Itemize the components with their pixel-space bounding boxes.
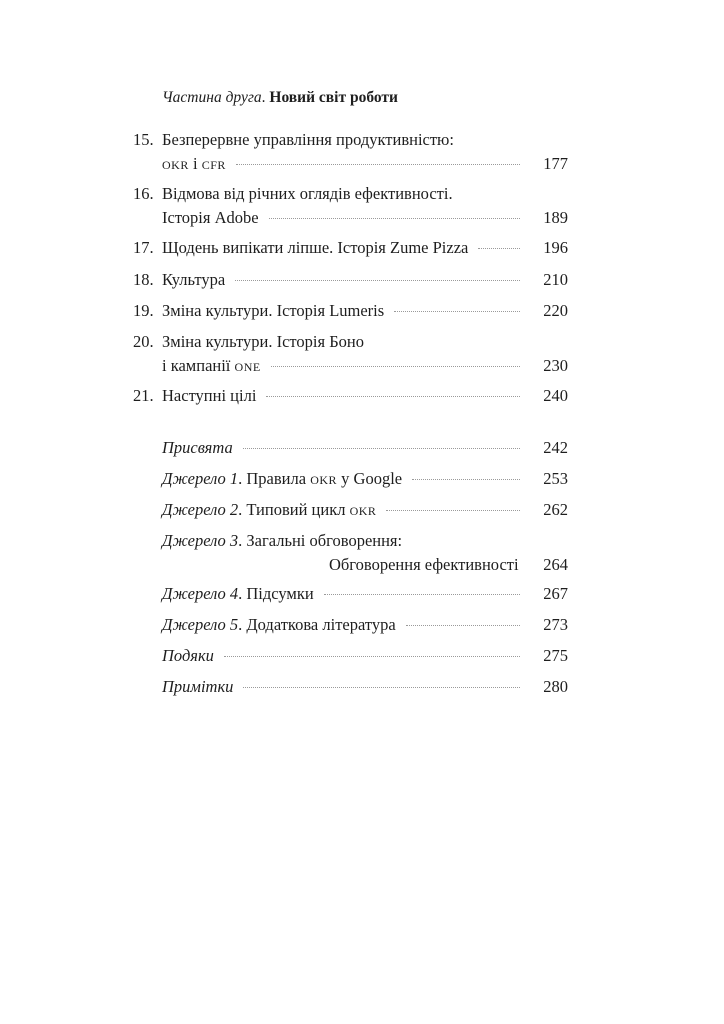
dot-leader — [394, 315, 520, 316]
dot-leader — [406, 629, 520, 630]
page-number: 253 — [543, 469, 568, 488]
page-number: 267 — [543, 584, 568, 603]
page-number: 275 — [543, 646, 568, 665]
part-heading-lead: Частина друга — [162, 89, 262, 106]
chapter-title-text: Зміна культури. Історія Lumeris — [162, 301, 385, 320]
page-number: 189 — [543, 208, 568, 227]
page-number: 273 — [543, 615, 568, 634]
dot-leader — [271, 370, 520, 371]
dot-leader — [412, 483, 520, 484]
chapter-number: 21. — [133, 386, 154, 405]
part-heading-title: Новий світ роботи — [269, 89, 398, 106]
chapter-number: 18. — [133, 270, 154, 289]
entry-title-text: Джерело 4. Підсумки — [162, 584, 314, 603]
dot-leader — [243, 452, 520, 453]
chapter-title-line1: Безперервне управління продуктивністю: — [162, 130, 454, 149]
chapter-title-line2-text: okr і cfr — [162, 154, 226, 173]
entry-title-text: Подяки — [162, 646, 214, 665]
dot-leader — [243, 691, 520, 692]
chapter-title-text: Щодень випікати ліпше. Історія Zume Pizza — [162, 238, 469, 257]
page-number: 210 — [543, 270, 568, 289]
chapter-title-line2-text: і кампанії one — [162, 356, 261, 375]
dot-leader — [236, 168, 520, 169]
entry-title-text: Джерело 2. Типовий цикл okr — [162, 500, 377, 519]
chapter-title-line1: Зміна культури. Історія Боно — [162, 332, 364, 351]
page-number: 242 — [543, 438, 568, 457]
part-heading-separator: . — [261, 89, 266, 106]
dot-leader — [324, 598, 520, 599]
dot-leader — [266, 400, 520, 401]
dot-leader — [269, 222, 520, 223]
chapter-number: 19. — [133, 301, 154, 320]
page-number: 230 — [543, 356, 568, 375]
entry-title-line1: Джерело 3. Загальні обговорення: — [162, 531, 403, 550]
page-number: 240 — [543, 386, 568, 405]
chapter-number: 15. — [133, 130, 154, 149]
chapter-number: 17. — [133, 238, 154, 257]
page-number: 220 — [543, 301, 568, 320]
page-number: 262 — [543, 500, 568, 519]
chapter-number: 20. — [133, 332, 154, 351]
chapter-title-line1: Відмова від річних оглядів ефективності. — [162, 184, 453, 203]
part-heading — [162, 89, 398, 107]
page-number: 280 — [543, 677, 568, 696]
entry-title-text: Присвята — [162, 438, 233, 457]
page-number: 196 — [543, 238, 568, 257]
entry-title-text: Джерело 5. Додаткова література — [162, 615, 396, 634]
dot-leader — [386, 514, 520, 515]
entry-title-text: Джерело 1. Правила okr у Google — [162, 469, 403, 488]
chapter-title-line2-text: Історія Adobe — [162, 208, 259, 227]
chapter-title-text: Культура — [162, 270, 226, 289]
chapter-number: 16. — [133, 184, 154, 203]
entry-title-text: Примітки — [162, 677, 234, 696]
chapter-title-text: Наступні цілі — [162, 386, 257, 405]
entry-title-line2-text: Обговорення ефективності — [329, 555, 519, 574]
dot-leader — [224, 660, 520, 661]
dot-leader — [235, 284, 520, 285]
page-number: 177 — [543, 154, 568, 173]
page-number: 264 — [543, 555, 568, 574]
